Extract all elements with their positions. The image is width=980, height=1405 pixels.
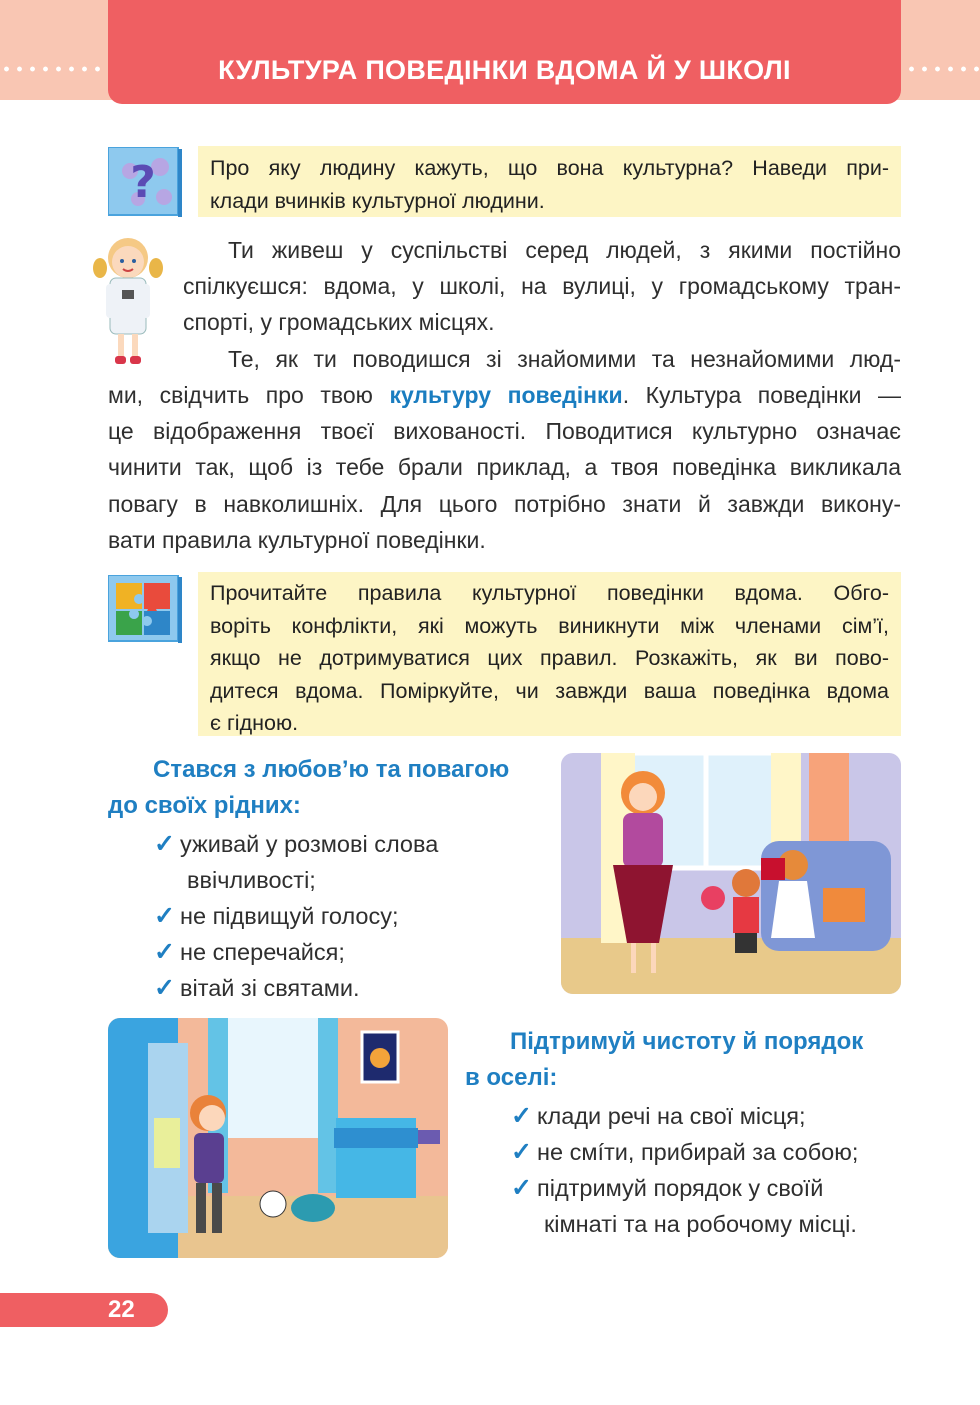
list-item-text: підтримуй порядок у своїй (537, 1175, 824, 1201)
intro-line-8: повагу в навколишніх. Для цього потрібно знати й завжди викону- (108, 490, 901, 517)
list-item-text: не підвищуй голосу; (180, 903, 399, 929)
page-title: КУЛЬТУРА ПОВЕДІНКИ ВДОМА Й У ШКОЛІ (218, 55, 791, 85)
home-rules-heading-2: в оселі: (465, 1064, 558, 1091)
header-band (108, 0, 901, 104)
list-item (154, 970, 548, 1006)
intro-paragraph-2 (108, 377, 901, 558)
puzzle-icon (108, 575, 182, 643)
svg-text:?: ? (130, 157, 156, 208)
checkmark-icon: ✓ (511, 1138, 532, 1166)
list-item-continuation: ввічливості; (187, 867, 316, 893)
task-line-4: дитеся вдома. Поміркуйте, чи завжди ваша поведінка вдома (210, 678, 889, 703)
list-item-text: не смíти, прибирай за собою; (537, 1139, 859, 1165)
intro-text: . Культура поведінки — (622, 382, 901, 408)
question-mark-icon (108, 147, 182, 217)
header-dots-right (905, 66, 980, 72)
list-item (154, 826, 548, 862)
family-illustration (561, 753, 901, 994)
list-item (154, 934, 548, 970)
home-rules-heading-1: Підтримуй чистоту й порядок (510, 1028, 864, 1055)
intro-line-4: Те, як ти поводишся зі знайомими та незнайомими люд- (228, 345, 901, 372)
intro-line-6: це відображення твоєї вихованості. Поводитися культурно означає (108, 418, 901, 445)
family-rules-heading-2: до своїх рідних: (108, 792, 301, 819)
task-line-5: є гідною. (210, 711, 299, 735)
question-task-box (198, 146, 901, 217)
intro-text: ми, свідчить про твою (108, 382, 390, 408)
page-number: 22 (108, 1296, 135, 1323)
list-item-continuation: кімнаті та на робочому місці. (544, 1211, 857, 1237)
checkmark-icon: ✓ (154, 974, 175, 1002)
list-item-text: не сперечайся; (180, 939, 345, 965)
intro-line-2: спілкуєшся: вдома, у школі, на вулиці, у громадському тран- (183, 273, 901, 300)
page-number-tab (0, 1293, 168, 1327)
task-line-2: воріть конфлікти, які можуть виникнути між членами сім’ї, (210, 613, 889, 638)
task-line-1: Прочитайте правила культурної поведінки вдома. Обго- (210, 581, 889, 605)
checkmark-icon: ✓ (511, 1174, 532, 1202)
list-item-text: вітай зі святами. (180, 975, 360, 1001)
checkmark-icon: ✓ (154, 938, 175, 966)
checkmark-icon: ✓ (154, 902, 175, 930)
question-line-1: Про яку людину кажуть, що вона культурна? Наведи при- (210, 156, 889, 180)
question-line-2: клади вчинків культурної людини. (210, 188, 545, 213)
task-line-3: якщо не дотримуватися цих правил. Розкажіть, як ви пово- (210, 646, 889, 670)
list-item-text: клади речі на свої місця; (537, 1103, 806, 1129)
family-rules-section (108, 752, 548, 1006)
intro-paragraph-1 (183, 232, 901, 377)
intro-line-9: вати правила культурної поведінки. (108, 526, 486, 553)
intro-line-3: спорті, у громадських місцях. (183, 309, 495, 336)
family-rules-heading-1: Стався з любов’ю та повагою (153, 756, 510, 783)
key-term: культуру поведінки (389, 382, 623, 408)
intro-line-7: чинити так, щоб із тебе брали приклад, а твоя поведінка викликала (108, 454, 901, 481)
girl-illustration (88, 232, 168, 370)
intro-line-1: Ти живеш у суспільстві серед людей, з якими постійно (228, 237, 901, 263)
list-item (511, 1170, 901, 1206)
group-task-box (198, 572, 901, 736)
intro-line-5 (108, 377, 901, 413)
list-item-text: уживай у розмові слова (180, 831, 439, 857)
home-rules-section (465, 1024, 901, 1242)
list-item (511, 1098, 901, 1134)
header-dots-left (0, 66, 105, 72)
checkmark-icon: ✓ (511, 1102, 532, 1130)
checkmark-icon: ✓ (154, 830, 175, 858)
list-item (154, 898, 548, 934)
list-item (511, 1134, 901, 1170)
bedroom-illustration (108, 1018, 448, 1258)
